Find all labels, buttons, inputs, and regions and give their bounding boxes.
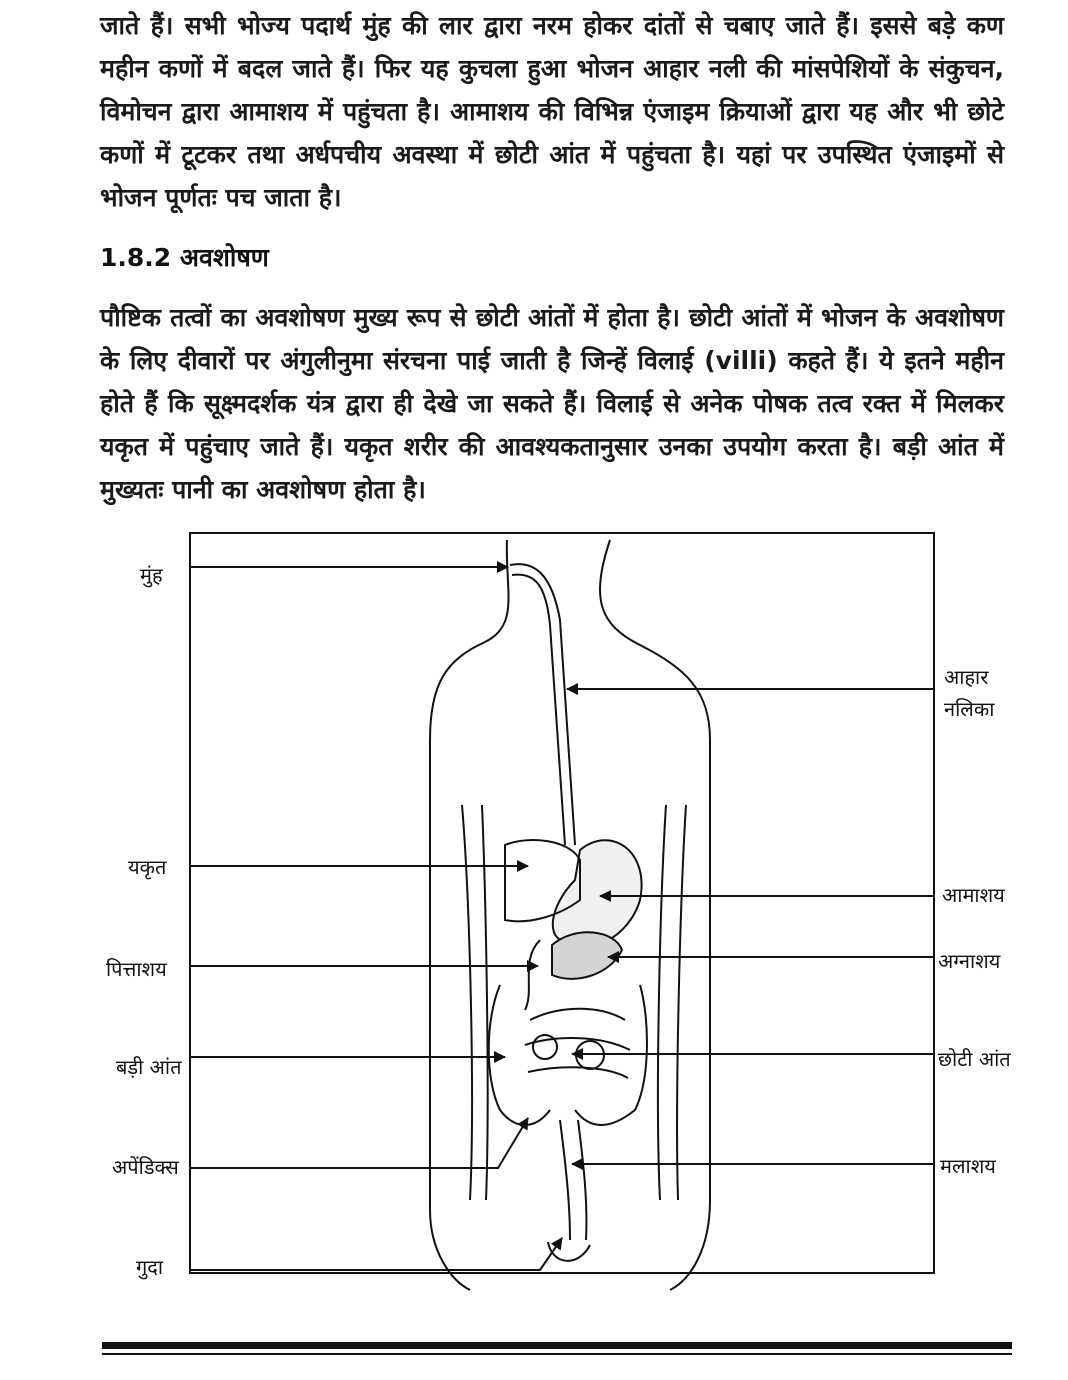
label-esophagus-line-2: नलिका (944, 697, 995, 721)
label-gallbladder: पित्ताशय (106, 957, 167, 981)
intestine-coils (489, 940, 647, 1261)
pancreas-shape (552, 932, 622, 979)
esophagus-tube (510, 564, 575, 845)
stomach-shape (553, 840, 642, 947)
label-mouth: मुंह (140, 563, 163, 587)
label-small-intestine: छोटी आंत (938, 1047, 1011, 1071)
pointer-appendix (190, 1118, 528, 1168)
label-pancreas: अग्नाशय (938, 949, 1001, 973)
label-liver: यकृत (128, 855, 167, 879)
label-stomach: आमाशय (942, 883, 1005, 907)
body-paragraph-digestion: जाते हैं। सभी भोज्य पदार्थ मुंह की लार द्वारा नरम होकर दांतों से चबाए जाते हैं। इससे बड़े कण महीन कणों में बदल जाते हैं। फिर यह कुचला हुआ भोजन आहार नली की मांसपेशियों के संकुचन, विमोचन द्वारा आमाशय में पहुंचता है। आमाशय की विभिन्न एंजाइम क्रियाओं द्वारा यह और भी छोटे कणों में टूटकर तथा अर्धपचीय अवस्था में छोटी आंत में पहुंचता है। यहां पर उपस्थित एंजाइमों से भोजन पूर्णतः पच जाता है। (100, 11, 1004, 212)
label-rectum: मलाशय (940, 1154, 996, 1178)
label-large-intestine: बड़ी आंत (116, 1055, 182, 1079)
label-esophagus-line-1: आहार (944, 665, 989, 689)
left-pointer-lines (190, 567, 562, 1270)
body-paragraph-absorption: पौष्टिक तत्वों का अवशोषण मुख्य रूप से छोटी आंतों में होता है। छोटी आंतों में भोजन के अवशोषण के लिए दीवारों पर अंगुलीनुमा संरचना पाई जाती है जिन्हें विलाई (villi) कहते हैं। ये इतने महीन होते हैं कि सूक्ष्मदर्शक यंत्र द्वारा ही देखे जा सकते हैं। विलाई से अनेक पोषक तत्व रक्त में मिलकर यकृत में पहुंचाए जाते हैं। यकृत शरीर की आवश्यकतानुसार उनका उपयोग करता है। बड़ी आंत में मुख्यतः पानी का अवशोषण होता है। (100, 303, 1004, 504)
section-heading: 1.8.2 अवशोषण (100, 243, 269, 272)
footer-rule-thin (102, 1353, 1012, 1355)
pointer-anus (190, 1238, 562, 1270)
label-anus: गुदा (136, 1255, 164, 1279)
label-appendix: अपेंडिक्स (112, 1155, 179, 1179)
footer-rule-thick (102, 1342, 1012, 1349)
